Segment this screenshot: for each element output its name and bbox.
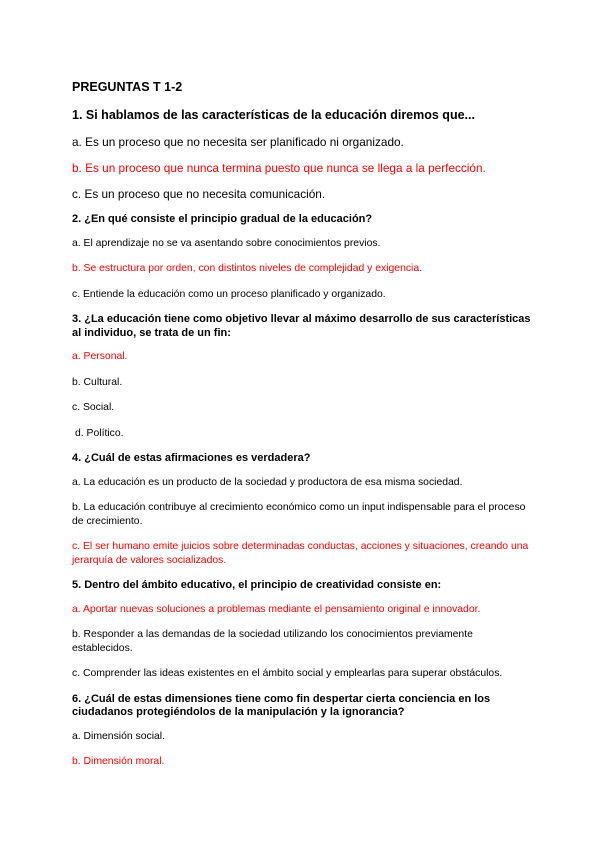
answer-option: b. La educación contribuye al crecimiento económico como un input indispensable para el proceso de crecimiento. bbox=[72, 502, 526, 527]
answer-option-correct: b. Es un proceso que nunca termina puesto que nunca se llega a la perfección. bbox=[72, 161, 486, 175]
document-title: PREGUNTAS T 1-2 bbox=[72, 80, 183, 94]
answer-option: b. Cultural. bbox=[72, 376, 123, 388]
question-text: 2. ¿En qué consiste el principio gradual de la educación? bbox=[72, 213, 373, 225]
answer-option: c. Comprender las ideas existentes en el ámbito social y emplearlas para superar obstáculos. bbox=[72, 668, 503, 679]
answer-option: d. Político. bbox=[75, 427, 124, 439]
question-text: 6. ¿Cuál de estas dimensiones tiene como fin despertar cierta conciencia en los ciudadanos protegiéndolos de la manipulación y la ignorancia? bbox=[72, 692, 491, 718]
answer-option-correct: a. Personal. bbox=[72, 351, 128, 362]
answer-option-correct: c. El ser humano emite juicios sobre determinadas conductas, acciones y situaciones, creando una jerarquía de valores socializados. bbox=[72, 541, 529, 566]
question-5 bbox=[72, 579, 532, 681]
answer-option: a. Es un proceso que no necesita ser planificado ni organizado. bbox=[72, 135, 404, 149]
question-1 bbox=[72, 108, 532, 202]
answer-option-correct: b. Dimensión moral. bbox=[72, 756, 165, 767]
answer-option: c. Es un proceso que no necesita comunicación. bbox=[72, 187, 326, 201]
answer-option-correct: b. Se estructura por orden, con distintos niveles de complejidad y exigencia. bbox=[72, 263, 423, 274]
answer-option-correct: a. Aportar nuevas soluciones a problemas mediante el pensamiento original e innovador. bbox=[72, 603, 481, 615]
document-page bbox=[72, 80, 532, 781]
question-text: 4. ¿Cuál de estas afirmaciones es verdadera? bbox=[72, 452, 311, 464]
question-3 bbox=[72, 313, 532, 440]
question-text: 5. Dentro del ámbito educativo, el principio de creatividad consiste en: bbox=[72, 579, 442, 591]
answer-option: a. La educación es un producto de la sociedad y productora de esa misma sociedad. bbox=[72, 476, 463, 488]
question-text: 1. Si hablamos de las características de la educación diremos que... bbox=[72, 108, 475, 122]
answer-option: b. Responder a las demandas de la sociedad utilizando los conocimientos previamente establecidos. bbox=[72, 629, 473, 654]
question-6 bbox=[72, 693, 532, 769]
question-4 bbox=[72, 452, 532, 567]
question-text: 3. ¿La educación tiene como objetivo llevar al máximo desarrollo de sus características al individuo, se trata de un fin: bbox=[72, 313, 531, 339]
answer-option: c. Social. bbox=[72, 402, 115, 413]
answer-option: a. El aprendizaje no se va asentando sobre conocimientos previos. bbox=[72, 237, 381, 249]
answer-option: c. Entiende la educación como un proceso planificado y organizado. bbox=[72, 288, 386, 300]
answer-option: a. Dimensión social. bbox=[72, 730, 165, 742]
question-2 bbox=[72, 213, 532, 301]
